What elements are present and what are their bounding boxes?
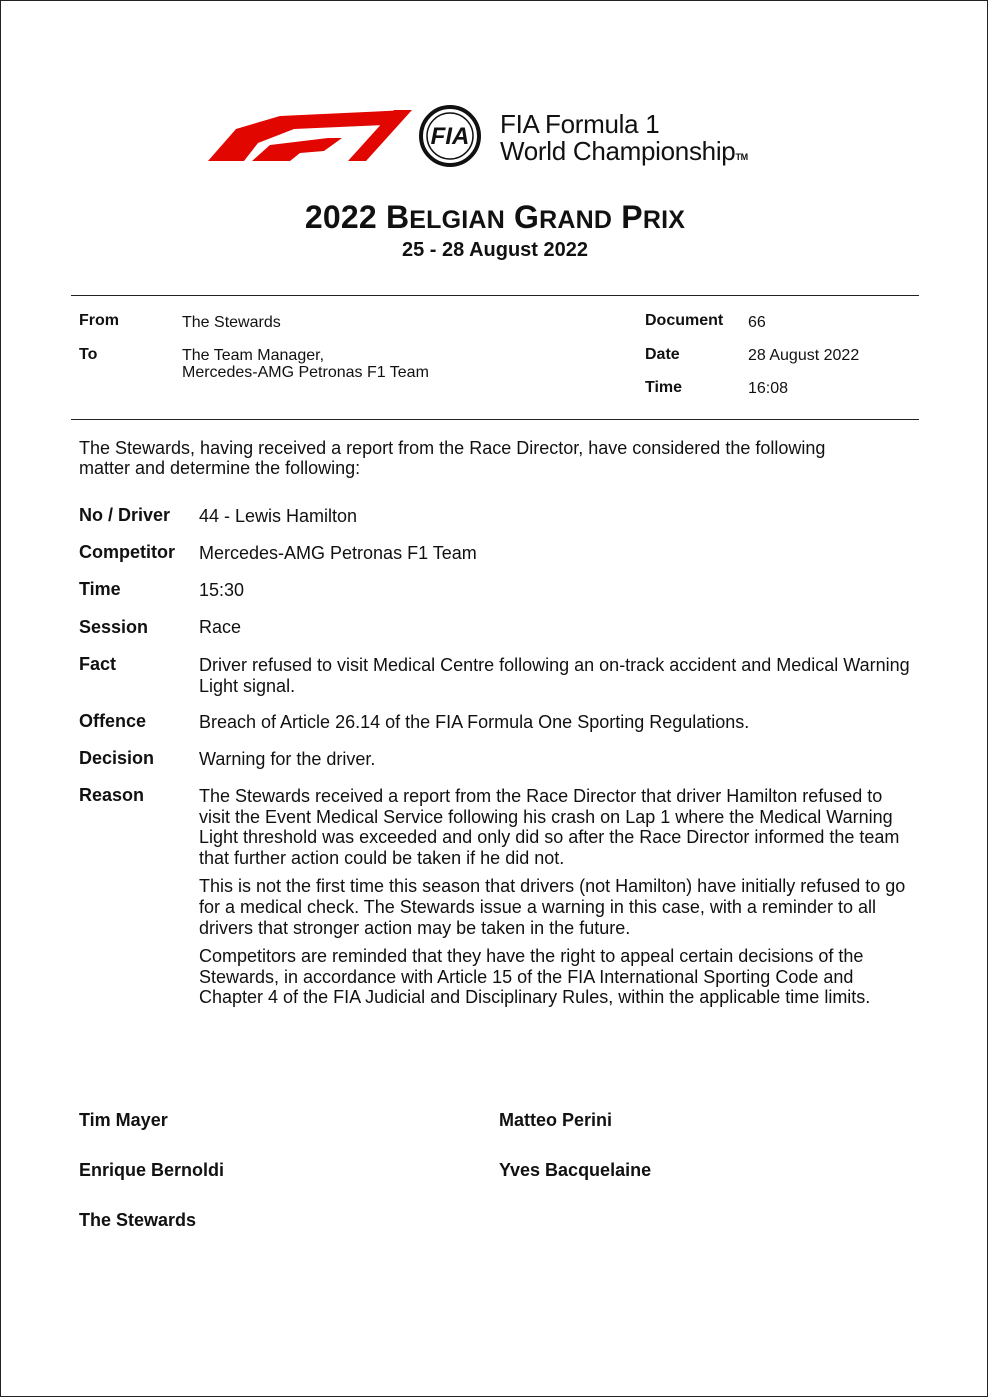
reason-paragraph-1: The Stewards received a report from the Race Director that driver Hamilton refused to visit the Event Medical Service following his crash on Lap 1 where the Medical Warning Light threshold was exceeded and only did so after the Race Director informed the team that further action could be taken if he did not. xyxy=(199,786,900,868)
intro-text: The Stewards, having received a report from the Race Director, have considered the following matter and determine the following: xyxy=(79,438,826,478)
reason-value xyxy=(199,786,914,1016)
brand-line-2: World Championship xyxy=(500,136,736,166)
driver-value: 44 - Lewis Hamilton xyxy=(199,506,358,526)
signature-2: Matteo Perini xyxy=(499,1110,613,1130)
signature-4: Yves Bacquelaine xyxy=(499,1160,652,1180)
reason-paragraph-3: Competitors are reminded that they have the right to appeal certain decisions of the Stewards, in accordance with Article 15 of the FIA International Sporting Code and Chapter 4 of the FIA Judicial and Disciplinary Rules, within the applicable time limits. xyxy=(199,946,871,1008)
reason-paragraph-2: This is not the first time this season that drivers (not Hamilton) have initially refused to go for a medical check. The Stewards issue a warning in this case, with a reminder to all drivers that stronger action may be taken in the future. xyxy=(199,876,906,938)
f1-logo-icon xyxy=(208,110,412,161)
session-value: Race xyxy=(199,617,242,637)
offence-value: Breach of Article 26.14 of the FIA Formula One Sporting Regulations. xyxy=(199,712,750,732)
brand-wordmark xyxy=(500,111,748,171)
divider-top xyxy=(71,295,919,296)
time-row-label: Time xyxy=(79,579,121,599)
competitor-value: Mercedes-AMG Petronas F1 Team xyxy=(199,543,477,563)
document-label: Document xyxy=(645,312,724,329)
to-label: To xyxy=(79,346,98,363)
fact-label: Fact xyxy=(79,654,117,674)
svg-text:FIA: FIA xyxy=(430,123,470,150)
time-value: 16:08 xyxy=(748,380,789,397)
offence-label: Offence xyxy=(79,711,147,731)
from-label: From xyxy=(79,312,119,329)
from-value: The Stewards xyxy=(182,314,281,331)
signature-footer: The Stewards xyxy=(79,1210,197,1230)
to-value: The Team Manager, Mercedes-AMG Petronas F1 Team xyxy=(182,347,429,381)
driver-label: No / Driver xyxy=(79,505,171,525)
decision-value: Warning for the driver. xyxy=(199,749,376,769)
session-label: Session xyxy=(79,617,149,637)
brand-line-1: FIA Formula 1 xyxy=(500,109,660,139)
page-title: 2022 BELGIAN GRAND PRIX xyxy=(304,199,686,235)
document-value: 66 xyxy=(748,314,766,331)
signature-3: Enrique Bernoldi xyxy=(79,1160,225,1180)
competitor-label: Competitor xyxy=(79,542,175,562)
time-label: Time xyxy=(645,379,683,396)
time-row-value: 15:30 xyxy=(199,580,245,600)
reason-label: Reason xyxy=(79,785,145,805)
fia-logo-icon xyxy=(421,107,479,165)
divider-bottom xyxy=(71,419,919,420)
decision-label: Decision xyxy=(79,748,155,768)
event-dates: 25 - 28 August 2022 xyxy=(401,239,588,261)
signature-1: Tim Mayer xyxy=(79,1110,168,1130)
date-label: Date xyxy=(645,346,680,363)
f1-fia-logo xyxy=(208,105,498,167)
fact-value: Driver refused to visit Medical Centre following an on-track accident and Medical Warning Light signal. xyxy=(199,655,910,696)
date-value: 28 August 2022 xyxy=(748,347,860,364)
brand-tm: TM xyxy=(735,152,748,162)
